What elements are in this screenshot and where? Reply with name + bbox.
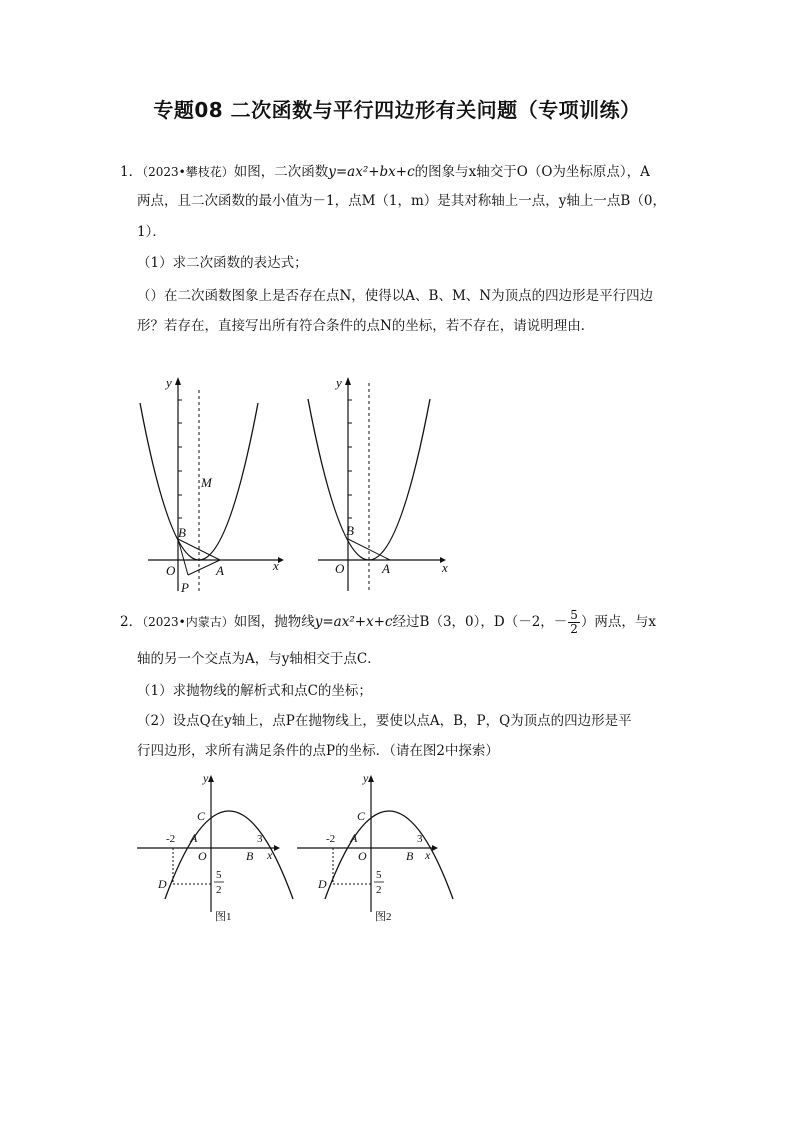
q2-source: （2023•内蒙古）: [142, 615, 234, 629]
label-B: B: [246, 849, 254, 863]
frac-numerator: 5: [570, 608, 578, 622]
label-C: C: [357, 809, 366, 823]
q1-source: （2023•攀枝花）: [142, 165, 234, 179]
label-O: O: [358, 849, 367, 863]
label-B: B: [346, 523, 354, 538]
q2-line2: 轴的另一个交点为A，与y轴相交于点C．: [137, 651, 381, 667]
q2-fraction: [568, 609, 580, 636]
label-B: B: [178, 525, 186, 540]
q2-figure-1: [135, 772, 285, 927]
page-title: 专题08 二次函数与平行四边形有关问题（专项训练）: [153, 98, 641, 122]
x-arrow-icon: [274, 845, 280, 851]
label-O: O: [335, 561, 345, 576]
label-y: y: [363, 771, 369, 785]
q1-figure-right: [300, 365, 460, 600]
q1-text-cont: 的图象与x轴交于O（O为坐标原点），A: [414, 164, 650, 180]
q1-line2: 两点，且二次函数的最小值为－1，点M（1，m）是其对称轴上一点，y轴上一点B（0，: [137, 193, 666, 209]
q2-formula: y=ax²+x+c: [314, 614, 393, 630]
label-A: A: [216, 563, 224, 578]
caption: 图2: [375, 911, 392, 923]
label-neg2: -2: [326, 833, 336, 845]
q2-line1: [120, 606, 680, 639]
label-D: D: [158, 877, 167, 891]
q2-text-mid: 经过B（3，0），D（－2，－: [392, 614, 568, 630]
caption: 图1: [215, 911, 232, 923]
label-y: y: [166, 375, 172, 390]
fraction-denominator: 2: [216, 884, 222, 896]
label-C: C: [197, 809, 206, 823]
q1-number: 1．: [120, 164, 143, 180]
label-A: A: [350, 831, 358, 845]
label-x: x: [442, 560, 448, 575]
y-arrow-icon: [208, 775, 214, 782]
y-arrow-icon: [368, 775, 374, 782]
parabola: [165, 811, 293, 899]
label-neg2: -2: [166, 833, 176, 845]
label-B: B: [406, 849, 414, 863]
q1-line3: 1）．: [137, 224, 166, 240]
fraction-numerator: 5: [216, 869, 222, 881]
q2-part1: （1）求抛物线的解析式和点C的坐标；: [137, 683, 372, 699]
q1-part2-line1: （）在二次函数图象上是否存在点N，使得以A、B、M、N为顶点的四边形是平行四边: [137, 288, 654, 304]
label-x: x: [273, 558, 279, 573]
q1-figure-left: [130, 365, 290, 600]
label-x: x: [267, 848, 273, 862]
label-M: M: [201, 475, 212, 490]
label-3: 3: [417, 833, 423, 845]
q2-text-end: ）两点，与x: [580, 614, 657, 630]
label-O: O: [166, 563, 176, 578]
fraction-denominator: 2: [376, 884, 382, 896]
label-x: x: [425, 848, 431, 862]
y-arrow-icon: [345, 377, 351, 385]
q2-part2-line2: 行四边形，求所有满足条件的点P的坐标．（请在图2中探索）: [137, 743, 499, 759]
q1-text: 如图，二次函数: [233, 164, 329, 180]
label-y: y: [336, 375, 342, 390]
parabola: [325, 811, 453, 899]
frac-denominator: 2: [570, 622, 578, 636]
label-P: P: [181, 580, 189, 595]
label-y: y: [203, 771, 209, 785]
x-arrow-icon: [278, 557, 284, 563]
fraction-numerator: 5: [376, 869, 382, 881]
q1-part1: （1）求二次函数的表达式；: [137, 255, 308, 271]
q2-number: 2．: [120, 614, 143, 630]
label-D: D: [318, 877, 327, 891]
x-arrow-icon: [432, 845, 438, 851]
q2-part2-line1: （2）设点Q在y轴上，点P在抛物线上，要使以点A，B，P，Q为顶点的四边形是平: [137, 713, 632, 729]
label-A: A: [382, 561, 390, 576]
q1-formula: y=ax²+bx+c: [328, 164, 415, 180]
q2-figure-2: [295, 772, 445, 927]
y-arrow-icon: [175, 377, 181, 385]
label-3: 3: [257, 833, 263, 845]
q1-part2-line2: 形？若存在，直接写出所有符合条件的点N的坐标，若不存在，请说明理由．: [137, 318, 595, 334]
q2-text: 如图，抛物线: [233, 614, 315, 630]
segment-BA: [348, 539, 390, 560]
segment-BP: [178, 539, 188, 575]
label-O: O: [198, 849, 207, 863]
label-A: A: [190, 831, 198, 845]
